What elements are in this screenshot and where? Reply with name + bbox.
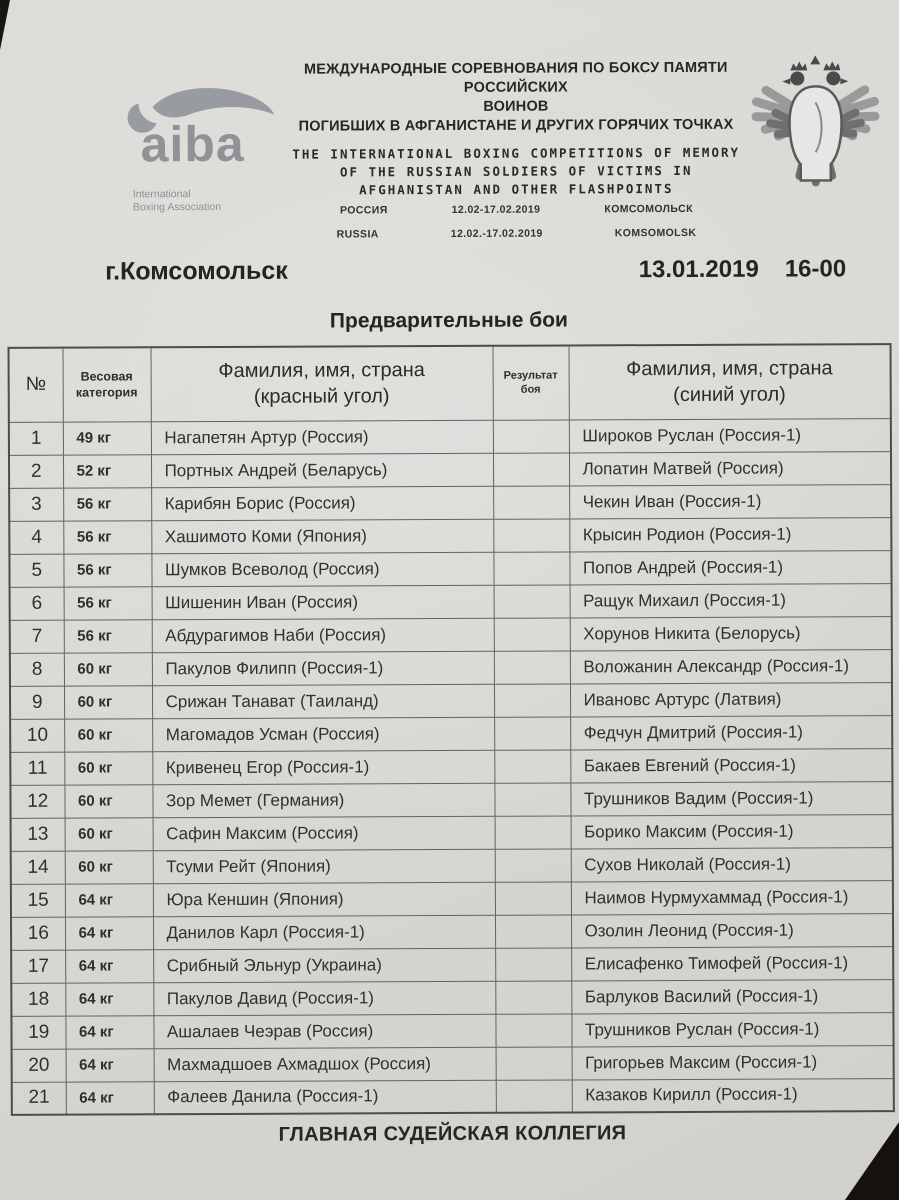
location-country-ru: РОССИЯ: [339, 204, 388, 217]
location-dates-ru: 12.02-17.02.2019: [451, 203, 541, 216]
weight-category-cell: 64 кг: [65, 1015, 153, 1048]
title-en-line2: OF THE RUSSIAN SOLDIERS OF VICTIMS IN: [339, 162, 693, 180]
weight-category-cell: 64 кг: [65, 883, 153, 916]
red-corner-boxer-cell: Нагапетян Артур (Россия): [151, 420, 493, 454]
bout-number-cell: 3: [9, 488, 63, 521]
weight-category-cell: 49 кг: [63, 421, 151, 454]
blue-corner-boxer-cell: Сухов Николай (Россия-1): [571, 847, 893, 881]
col-number-header: №: [9, 348, 63, 422]
red-corner-boxer-cell: Хашимото Коми (Япония): [151, 519, 493, 553]
weight-category-cell: 60 кг: [65, 817, 153, 850]
session-datetime: [639, 255, 847, 284]
session-date: 13.01.2019: [638, 255, 759, 284]
red-corner-boxer-cell: Данилов Карл (Россия-1): [153, 915, 495, 949]
bout-number-cell: 19: [11, 1016, 65, 1049]
blue-corner-boxer-cell: Озолин Леонид (Россия-1): [571, 913, 893, 947]
table-row: [9, 484, 891, 521]
weight-category-cell: 60 кг: [64, 652, 152, 685]
table-row: [9, 517, 891, 554]
bout-number-cell: 8: [10, 653, 64, 686]
weight-category-cell: 56 кг: [63, 487, 151, 520]
bout-number-cell: 11: [10, 752, 64, 785]
blue-corner-boxer-cell: Попов Андрей (Россия-1): [569, 550, 891, 584]
aiba-logo: [86, 49, 287, 242]
table-row: [11, 913, 893, 950]
session-time: 16-00: [784, 255, 847, 283]
bout-number-cell: 6: [10, 587, 64, 620]
bout-result-cell: [494, 584, 570, 617]
bout-result-cell: [493, 419, 569, 452]
aiba-subtitle-line1: International: [132, 188, 191, 201]
col-red-corner-header: [151, 346, 493, 421]
red-corner-boxer-cell: Сафин Максим (Россия): [153, 816, 495, 850]
blue-corner-boxer-cell: Бакаев Евгений (Россия-1): [570, 748, 892, 782]
table-row: [10, 682, 892, 719]
bout-result-cell: [493, 485, 569, 518]
red-corner-boxer-cell: Махмадшоев Ахмадшох (Россия): [154, 1047, 496, 1081]
bout-number-cell: 15: [11, 884, 65, 917]
bout-result-cell: [494, 782, 570, 815]
red-corner-boxer-cell: Тсуми Рейт (Япония): [153, 849, 495, 883]
red-corner-boxer-cell: Пакулов Давид (Россия-1): [153, 981, 495, 1015]
bout-result-cell: [495, 848, 571, 881]
col-weight-header: Весовая категория: [63, 347, 151, 421]
aiba-logo-icon: [86, 77, 282, 182]
table-row: [11, 946, 893, 983]
bout-number-cell: 20: [12, 1049, 66, 1082]
bout-result-cell: [494, 683, 570, 716]
document-header: [0, 0, 898, 242]
weight-category-cell: 56 кг: [63, 520, 151, 553]
bout-number-cell: 10: [10, 719, 64, 752]
bout-number-cell: 17: [11, 950, 65, 983]
table-row: [11, 979, 893, 1016]
weight-category-cell: 56 кг: [64, 619, 152, 652]
bout-result-cell: [493, 452, 569, 485]
header-titles: [286, 47, 746, 241]
red-corner-boxer-cell: Фалеев Данила (Россия-1): [154, 1080, 496, 1114]
weight-category-cell: 64 кг: [65, 949, 153, 982]
table-row: [9, 418, 891, 455]
table-row: [10, 781, 892, 818]
bout-number-cell: 13: [11, 818, 65, 851]
location-city-en: KOMSOMOLSK: [614, 226, 697, 240]
red-corner-boxer-cell: Зор Мемет (Германия): [152, 783, 494, 817]
blue-corner-boxer-cell: Широков Руслан (Россия-1): [569, 418, 891, 452]
blue-corner-boxer-cell: Барлуков Василий (Россия-1): [571, 979, 893, 1013]
weight-category-cell: 64 кг: [65, 916, 153, 949]
blue-corner-boxer-cell: Федчун Дмитрий (Россия-1): [570, 715, 892, 749]
col-blue-corner-header: [569, 344, 891, 419]
bout-result-cell: [494, 716, 570, 749]
title-ru-line1: МЕЖДУНАРОДНЫЕ СОРЕВНОВАНИЯ ПО БОКСУ ПАМЯТИ РОССИЙСКИХ: [303, 59, 728, 96]
double-eagle-emblem-icon: [745, 48, 886, 201]
blue-corner-boxer-cell: Ращук Михаил (Россия-1): [570, 583, 892, 617]
red-corner-boxer-cell: Карибян Борис (Россия): [151, 486, 493, 520]
bout-result-cell: [495, 881, 571, 914]
red-corner-boxer-cell: Срибный Эльнур (Украина): [153, 948, 495, 982]
location-country-en: RUSSIA: [336, 228, 379, 241]
bout-number-cell: 1: [9, 422, 63, 455]
bout-result-cell: [494, 650, 570, 683]
red-corner-boxer-cell: Юра Кеншин (Япония): [153, 882, 495, 916]
col-red-corner-line2: (красный угол): [253, 385, 390, 409]
bout-number-cell: 5: [9, 554, 63, 587]
red-corner-boxer-cell: Портных Андрей (Беларусь): [151, 453, 493, 487]
col-blue-corner-line2: (синий угол): [673, 383, 786, 407]
aiba-subtitle-line2: Boxing Association: [132, 200, 222, 214]
table-row: [11, 847, 893, 884]
table-row: [11, 1012, 893, 1049]
weight-category-cell: 64 кг: [65, 982, 153, 1015]
blue-corner-boxer-cell: Григорьев Максим (Россия-1): [572, 1045, 894, 1079]
col-result-header: Результат боя: [493, 345, 569, 419]
bout-result-cell: [495, 947, 571, 980]
bout-result-cell: [496, 1046, 572, 1079]
bout-result-cell: [495, 815, 571, 848]
weight-category-cell: 60 кг: [64, 784, 152, 817]
red-corner-boxer-cell: Кривенец Егор (Россия-1): [152, 750, 494, 784]
title-en-line3: AFGHANISTAN AND OTHER FLASHPOINTS: [359, 181, 674, 198]
bout-number-cell: 18: [11, 983, 65, 1016]
title-en-line1: THE INTERNATIONAL BOXING COMPETITIONS OF MEMORY: [292, 144, 741, 162]
footer-title: ГЛАВНАЯ СУДЕЙСКАЯ КОЛЛЕГИЯ: [278, 1122, 627, 1146]
location-row-ru: [287, 203, 746, 217]
table-row: [11, 814, 893, 851]
venue-city: г.Комсомольск: [105, 256, 288, 286]
bout-number-cell: 4: [9, 521, 63, 554]
blue-corner-boxer-cell: Крысин Родион (Россия-1): [569, 517, 891, 551]
red-corner-boxer-cell: Шишенин Иван (Россия): [152, 585, 494, 619]
weight-category-cell: 64 кг: [66, 1048, 154, 1081]
bout-number-cell: 2: [9, 455, 63, 488]
bout-number-cell: 21: [12, 1082, 66, 1115]
blue-corner-boxer-cell: Елисафенко Тимофей (Россия-1): [571, 946, 893, 980]
weight-category-cell: 56 кг: [64, 586, 152, 619]
weight-category-cell: 52 кг: [63, 454, 151, 487]
location-city-ru: КОМСОМОЛЬСК: [604, 202, 693, 216]
bout-result-cell: [494, 617, 570, 650]
venue-row: [105, 254, 846, 286]
bout-result-cell: [493, 551, 569, 584]
table-row: [12, 1045, 894, 1082]
bouts-table-header: [9, 344, 891, 422]
weight-category-cell: 60 кг: [64, 718, 152, 751]
weight-category-cell: 56 кг: [63, 553, 151, 586]
bout-result-cell: [495, 1013, 571, 1046]
weight-category-cell: 60 кг: [64, 685, 152, 718]
blue-corner-boxer-cell: Воложанин Александр (Россия-1): [570, 649, 892, 683]
table-row: [10, 616, 892, 653]
bout-number-cell: 14: [11, 851, 65, 884]
table-row: [9, 550, 891, 587]
blue-corner-boxer-cell: Чекин Иван (Россия-1): [569, 484, 891, 518]
section-title: Предварительные бои: [329, 308, 568, 333]
table-row: [10, 715, 892, 752]
bout-result-cell: [494, 749, 570, 782]
blue-corner-boxer-cell: Ивановс Артурс (Латвия): [570, 682, 892, 716]
blue-corner-boxer-cell: Борико Максим (Россия-1): [571, 814, 893, 848]
blue-corner-boxer-cell: Казаков Кирилл (Россия-1): [572, 1078, 894, 1112]
table-row: [11, 880, 893, 917]
title-ru-line3: ПОГИБШИХ В АФГАНИСТАНЕ И ДРУГИХ ГОРЯЧИХ ТОЧКАХ: [298, 116, 734, 135]
weight-category-cell: 60 кг: [64, 751, 152, 784]
red-corner-boxer-cell: Пакулов Филипп (Россия-1): [152, 651, 494, 685]
location-row-en: [287, 227, 746, 241]
col-red-corner-line1: Фамилия, имя, страна: [218, 359, 425, 383]
blue-corner-boxer-cell: Трушников Вадим (Россия-1): [570, 781, 892, 815]
weight-category-cell: 60 кг: [65, 850, 153, 883]
federation-emblem: [745, 46, 898, 239]
bout-result-cell: [495, 980, 571, 1013]
table-row: [9, 451, 891, 488]
location-dates-en: 12.02.-17.02.2019: [450, 227, 543, 240]
bout-result-cell: [493, 518, 569, 551]
red-corner-boxer-cell: Срижан Танават (Таиланд): [152, 684, 494, 718]
weight-category-cell: 64 кг: [66, 1081, 154, 1114]
bout-number-cell: 12: [10, 785, 64, 818]
blue-corner-boxer-cell: Хорунов Никита (Белорусь): [570, 616, 892, 650]
title-ru-line2: ВОИНОВ: [483, 98, 549, 115]
red-corner-boxer-cell: Абдурагимов Наби (Россия): [152, 618, 494, 652]
bout-number-cell: 9: [10, 686, 64, 719]
bout-result-cell: [495, 914, 571, 947]
blue-corner-boxer-cell: Наимов Нурмухаммад (Россия-1): [571, 880, 893, 914]
red-corner-boxer-cell: Ашалаев Чеэрав (Россия): [153, 1014, 495, 1048]
bout-result-cell: [496, 1079, 572, 1112]
blue-corner-boxer-cell: Лопатин Матвей (Россия): [569, 451, 891, 485]
table-row: [12, 1078, 894, 1115]
table-row: [10, 583, 892, 620]
bout-number-cell: 7: [10, 620, 64, 653]
bouts-table: [8, 343, 895, 1116]
table-row: [10, 748, 892, 785]
blue-corner-boxer-cell: Трушников Руслан (Россия-1): [571, 1012, 893, 1046]
bout-number-cell: 16: [11, 917, 65, 950]
red-corner-boxer-cell: Шумков Всеволод (Россия): [151, 552, 493, 586]
bouts-table-body: [9, 418, 894, 1115]
red-corner-boxer-cell: Магомадов Усман (Россия): [152, 717, 494, 751]
aiba-wordmark: aiba: [140, 115, 245, 173]
col-blue-corner-line1: Фамилия, имя, страна: [626, 357, 833, 381]
table-row: [10, 649, 892, 686]
